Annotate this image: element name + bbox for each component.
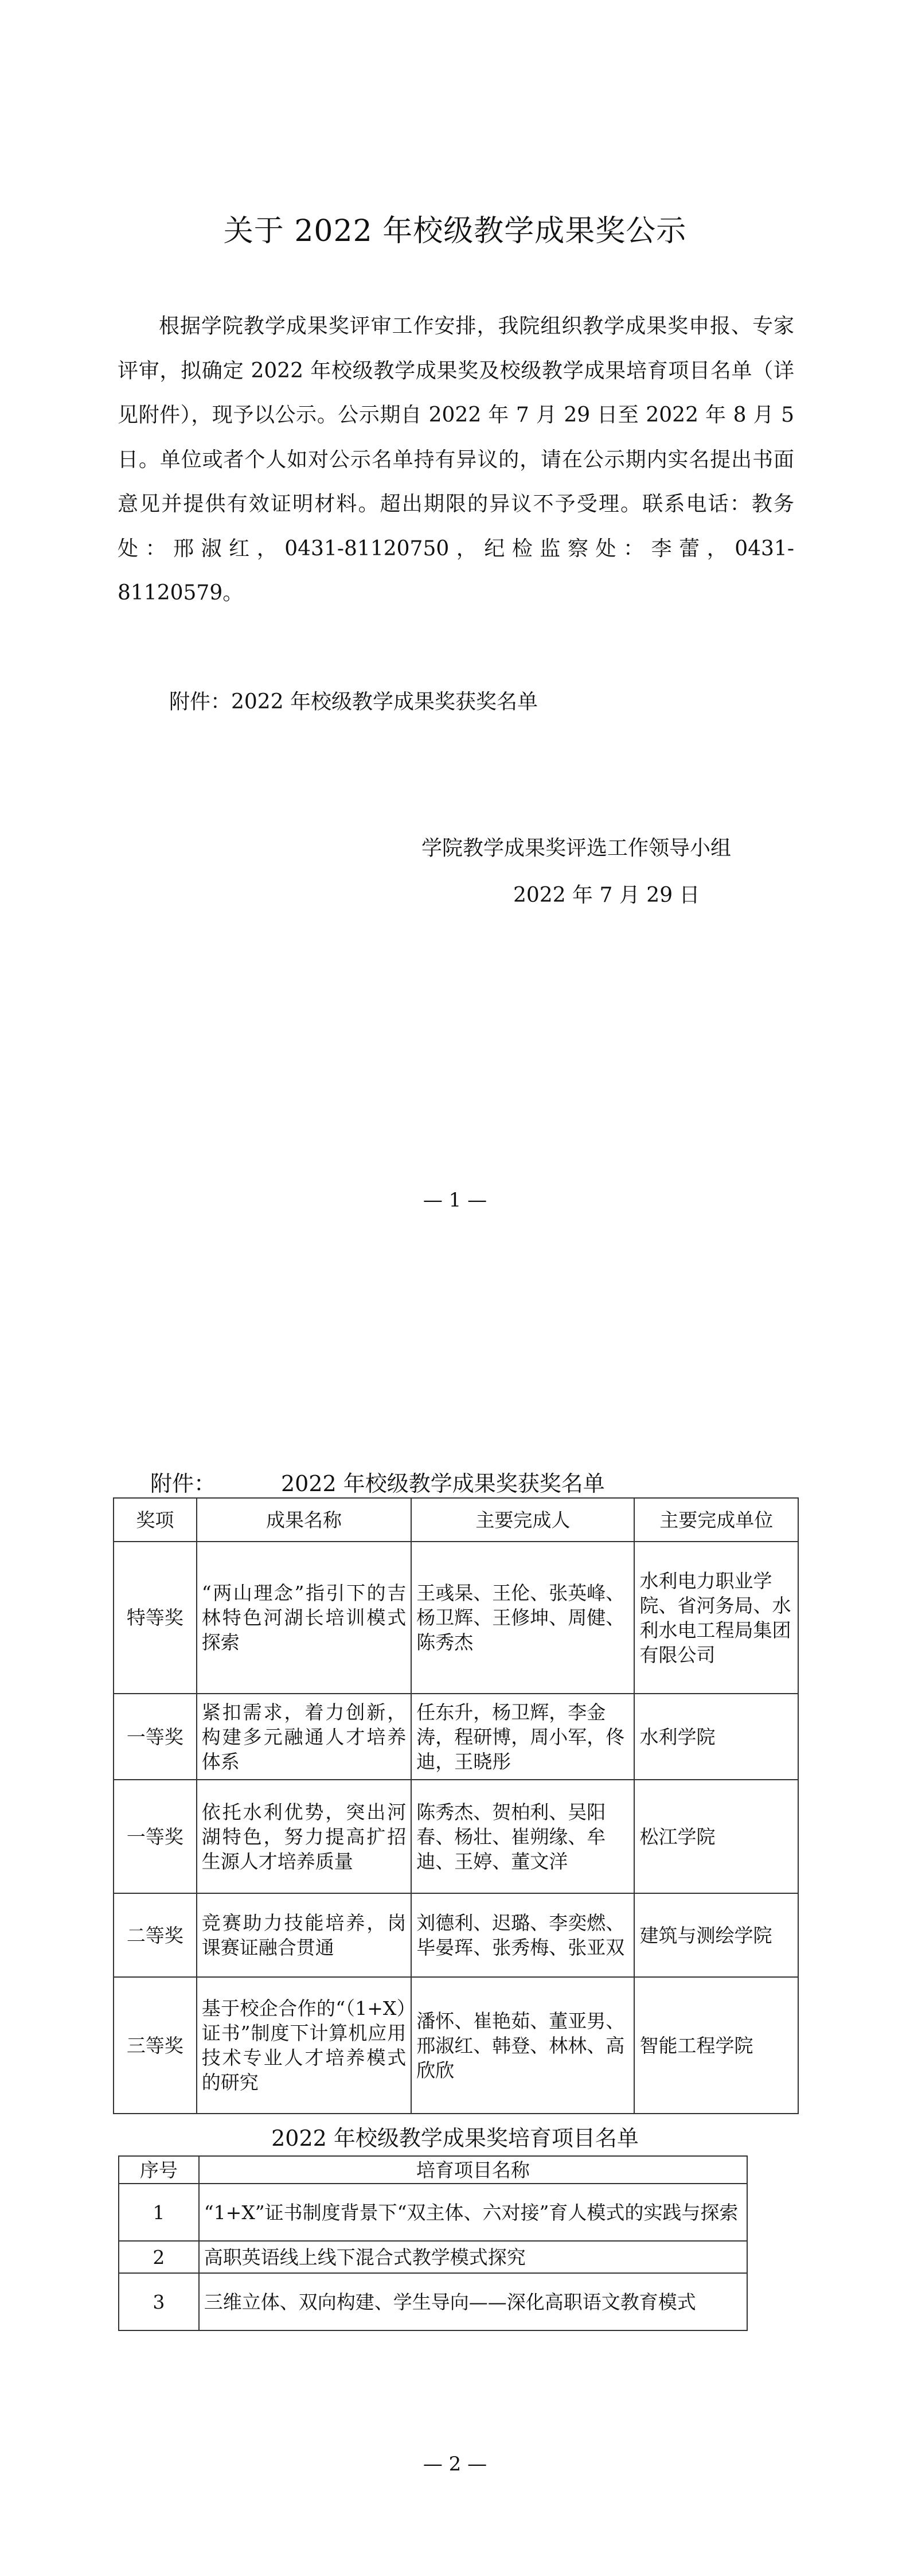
header-project-name: 培育项目名称 <box>199 2156 747 2184</box>
table-row <box>114 1780 798 1893</box>
main-people: 陈秀杰、贺柏利、吴阳春、杨壮、崔朔缘、牟迪、王婷、董文洋 <box>411 1780 634 1893</box>
awards-table-header <box>114 1498 798 1542</box>
main-unit: 智能工程学院 <box>634 1977 798 2114</box>
page-number-2: — 2 — <box>423 2453 487 2476</box>
main-unit: 水利电力职业学院、省河务局、水利水电工程局集团有限公司 <box>634 1542 798 1694</box>
attachment-label: 附件： <box>150 1471 216 1496</box>
achievement-name: 依托水利优势，突出河湖特色，努力提高扩招生源人才培养质量 <box>197 1780 412 1893</box>
main-unit: 建筑与测绘学院 <box>634 1893 798 1977</box>
header-main-people: 主要完成人 <box>411 1498 634 1542</box>
project-number: 1 <box>119 2184 199 2241</box>
projects-table-header <box>119 2156 747 2184</box>
award-level: 一等奖 <box>114 1780 197 1893</box>
main-people: 潘怀、崔艳茹、董亚男、邢淑红、韩登、林林、高欣欣 <box>411 1977 634 2114</box>
header-award: 奖项 <box>114 1498 197 1542</box>
page-title: 关于 2022 年校级教学成果奖公示 <box>223 214 687 248</box>
project-name: 三维立体、双向构建、学生导向——深化高职语文教育模式 <box>199 2273 747 2330</box>
main-unit: 松江学院 <box>634 1780 798 1893</box>
projects-table-title: 2022 年校级教学成果奖培育项目名单 <box>271 2126 639 2151</box>
notice-body <box>118 304 794 616</box>
achievement-name: 基于校企合作的“（1+X）证书”制度下计算机应用技术专业人才培养模式的研究 <box>197 1977 412 2114</box>
main-people: 王彧杲、王伦、张英峰、杨卫辉、王修坤、周健、陈秀杰 <box>411 1542 634 1694</box>
main-people: 刘德利、迟璐、李奕燃、毕晏珲、张秀梅、张亚双 <box>411 1893 634 1977</box>
award-level: 二等奖 <box>114 1893 197 1977</box>
page-number-1: — 1 — <box>423 1189 487 1212</box>
table-row <box>119 2273 747 2330</box>
signature-date: 2022 年 7 月 29 日 <box>513 884 700 907</box>
notice-paragraph: 根据学院教学成果奖评审工作安排，我院组织教学成果奖申报、专家评审，拟确定 2022 年校级教学成果奖及校级教学成果培育项目名单（详见附件），现予以公示。公示期自 2022 年 7 月 29 日至 2022 年 8 月 5 日。单位或者个人如对公示名单持有异议的，请在公示期内实名提出书面意见并提供有效证明材料。超出期限的异议不予受理。联系电话：教务处：邢淑红，0431-81120750，纪检监察处：李蕾，0431-81120579。 <box>118 314 794 605</box>
awards-table <box>113 1497 799 2114</box>
table-row <box>114 1977 798 2114</box>
header-main-unit: 主要完成单位 <box>634 1498 798 1542</box>
awards-table-title: 2022 年校级教学成果奖获奖名单 <box>281 1471 605 1496</box>
signature-organization: 学院教学成果奖评选工作领导小组 <box>421 836 732 860</box>
table-row <box>114 1694 798 1780</box>
header-achievement-name: 成果名称 <box>197 1498 412 1542</box>
table-row <box>119 2241 747 2273</box>
award-level: 特等奖 <box>114 1542 197 1694</box>
header-seq: 序号 <box>119 2156 199 2184</box>
achievement-name: “两山理念”指引下的吉林特色河湖长培训模式探索 <box>197 1542 412 1694</box>
table-row <box>119 2184 747 2241</box>
achievement-name: 紧扣需求，着力创新，构建多元融通人才培养体系 <box>197 1694 412 1780</box>
project-number: 3 <box>119 2273 199 2330</box>
attachment-note: 附件：2022 年校级教学成果奖获奖名单 <box>169 690 538 714</box>
main-unit: 水利学院 <box>634 1694 798 1780</box>
achievement-name: 竞赛助力技能培养，岗课赛证融合贯通 <box>197 1893 412 1977</box>
award-level: 三等奖 <box>114 1977 197 2114</box>
project-name: “1+X”证书制度背景下“双主体、六对接”育人模式的实践与探索 <box>199 2184 747 2241</box>
projects-table <box>118 2155 748 2331</box>
table-row <box>114 1893 798 1977</box>
project-number: 2 <box>119 2241 199 2273</box>
award-level: 一等奖 <box>114 1694 197 1780</box>
project-name: 高职英语线上线下混合式教学模式探究 <box>199 2241 747 2273</box>
main-people: 任东升，杨卫辉，李金涛，程研博，周小军，佟迪，王晓彤 <box>411 1694 634 1780</box>
table-row <box>114 1542 798 1694</box>
